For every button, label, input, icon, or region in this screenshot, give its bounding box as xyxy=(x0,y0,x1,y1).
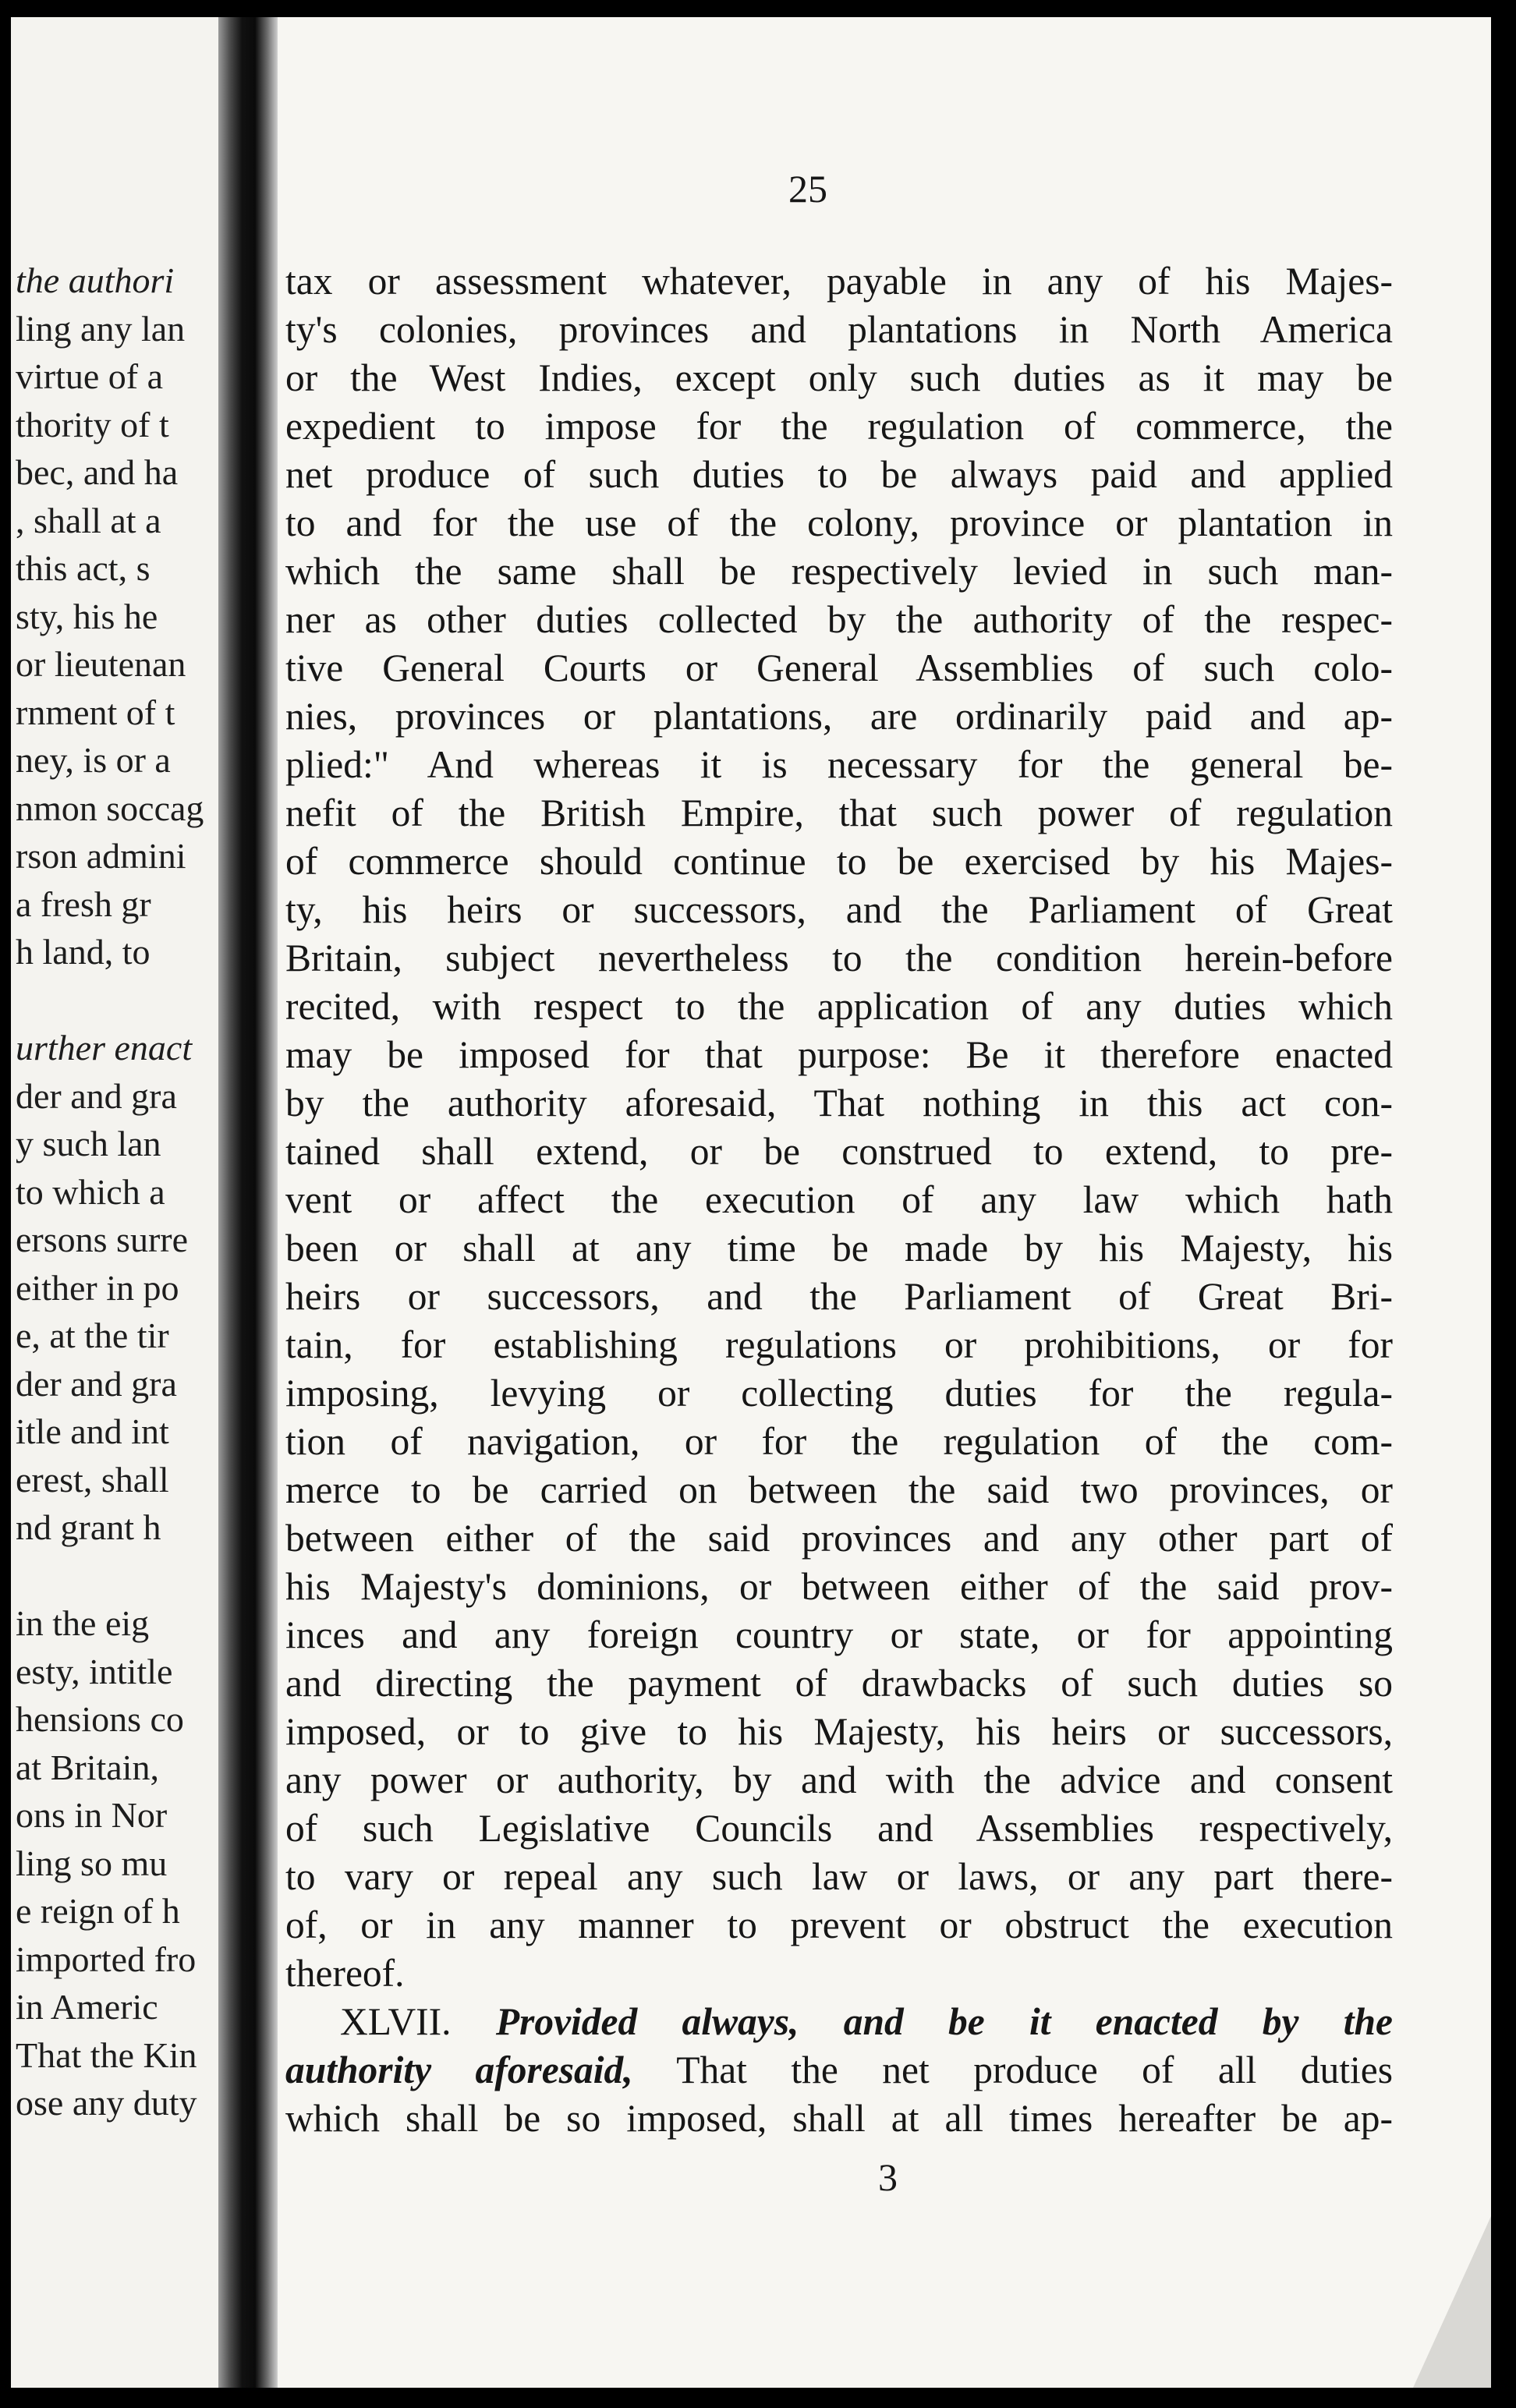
text-line: Britain, subject nevertheless to the condition herein-before xyxy=(285,937,1393,979)
text-line: of, or in any manner to prevent or obstruct the execution xyxy=(285,1903,1393,1946)
text-line: recited, with respect to the application of any duties which xyxy=(285,985,1393,1028)
scan-border-left xyxy=(0,0,11,2408)
left-page-line: e, at the tir xyxy=(16,1316,169,1355)
text-line: ty, his heirs or successors, and the Parliament of Great xyxy=(285,888,1393,931)
text-line: expedient to impose for the regulation of commerce, the xyxy=(285,405,1393,448)
text-line: been or shall at any time be made by his Majesty, his xyxy=(285,1227,1393,1270)
text-line: tax or assessment whatever, payable in any of his Majes- xyxy=(285,260,1393,303)
left-page-line: either in po xyxy=(16,1267,179,1308)
section-line-rest: That the net produce of all duties xyxy=(676,2049,1393,2091)
text-line: to and for the use of the colony, province or plantation in xyxy=(285,501,1393,544)
text-line: imposing, levying or collecting duties for the regula- xyxy=(285,1372,1393,1415)
left-page-line: That the Kin xyxy=(16,2034,197,2075)
text-line: which the same shall be respectively levied in such man- xyxy=(285,550,1393,593)
left-page-line: ling any lan xyxy=(16,308,186,349)
left-page-line: itle and int xyxy=(16,1411,169,1451)
text-line: heirs or successors, and the Parliament of Great Bri- xyxy=(285,1275,1393,1318)
text-line: inces and any foreign country or state, or for appointing xyxy=(285,1613,1393,1656)
text-line: tion of navigation, or for the regulation of the com- xyxy=(285,1420,1393,1463)
left-page-line: a fresh gr xyxy=(16,884,151,924)
left-page-line: y such lan xyxy=(16,1124,161,1163)
section-line xyxy=(285,2046,1393,2095)
left-page-line: nmon soccag xyxy=(16,788,204,828)
text-line: may be imposed for that purpose: Be it therefore enacted xyxy=(285,1033,1393,1076)
text-line: nefit of the British Empire, that such power of regulation xyxy=(285,791,1393,834)
left-page-line: virtue of a xyxy=(16,356,164,396)
scan-border-top xyxy=(0,0,1516,17)
left-page-line: to which a xyxy=(16,1171,165,1212)
left-page-line: in the eig xyxy=(16,1603,150,1643)
left-page-line: esty, intitle xyxy=(16,1651,173,1691)
left-page-line: der and gra xyxy=(16,1075,177,1116)
text-line: ner as other duties collected by the authority of the respec- xyxy=(285,598,1393,641)
left-page-line: or lieutenan xyxy=(16,644,186,684)
text-line: his Majesty's dominions, or between either of the said prov- xyxy=(285,1565,1393,1608)
left-page-line: hensions co xyxy=(16,1699,184,1739)
text-line: thereof. xyxy=(285,1952,405,1995)
text-line: or the West Indies, except only such duties as it may be xyxy=(285,356,1393,399)
left-page-line: h land, to xyxy=(16,932,151,972)
left-page-line: rnment of t xyxy=(16,692,175,732)
text-line: between either of the said provinces and any other part of xyxy=(285,1517,1393,1560)
text-line: by the authority aforesaid, That nothing in this act con- xyxy=(285,1082,1393,1124)
left-page-line: sty, his he xyxy=(16,596,158,636)
left-page-line: thority of t xyxy=(16,404,169,444)
section-numeral: XLVII. xyxy=(340,2000,452,2043)
text-line: merce to be carried on between the said two provinces, or xyxy=(285,1468,1393,1511)
left-page-line: urther enact xyxy=(16,1028,193,1068)
left-page-line: , shall at a xyxy=(16,500,161,540)
left-page-line: bec, and ha xyxy=(16,452,179,492)
left-page-line: e reign of h xyxy=(16,1891,180,1931)
page-number: 25 xyxy=(788,167,827,211)
text-line: to vary or repeal any such law or laws, or any part there- xyxy=(285,1855,1393,1898)
text-line: tain, for establishing regulations or prohibitions, or for xyxy=(285,1323,1393,1366)
left-page-line: ney, is or a xyxy=(16,740,171,780)
left-page-line: ling so mu xyxy=(16,1843,168,1883)
left-page-line: imported fro xyxy=(16,1939,197,1979)
page-corner-fold xyxy=(1413,2216,1491,2388)
section-heading-line xyxy=(285,1998,1393,2046)
scan-border-bottom xyxy=(0,2388,1516,2408)
scan-border-right xyxy=(1491,0,1516,2408)
section-italic-lead: Provided always, and be it enacted by the xyxy=(495,2000,1393,2043)
text-line: of such Legislative Councils and Assemblies respectively, xyxy=(285,1807,1393,1850)
text-line: net produce of such duties to be always paid and applied xyxy=(285,453,1393,496)
section-line: which shall be so imposed, shall at all times hereafter be ap- xyxy=(285,2097,1393,2140)
text-line: vent or affect the execution of any law which hath xyxy=(285,1178,1393,1221)
left-page-line: ersons surre xyxy=(16,1220,188,1259)
left-page-line: erest, shall xyxy=(16,1459,169,1500)
book-gutter xyxy=(218,17,278,2388)
left-page-line: in Americ xyxy=(16,1987,158,2027)
text-line: of commerce should continue to be exercised by his Majes- xyxy=(285,840,1393,883)
text-line: nies, provinces or plantations, are ordinarily paid and ap- xyxy=(285,695,1393,738)
left-facing-page xyxy=(11,17,218,2388)
signature-mark: 3 xyxy=(878,2155,898,2199)
left-page-line: der and gra xyxy=(16,1363,177,1404)
page-body-text xyxy=(278,257,1491,2143)
text-line: ty's colonies, provinces and plantations in North America xyxy=(285,308,1393,351)
left-page-line: nd grant h xyxy=(16,1507,161,1547)
left-page-line: ose any duty xyxy=(16,2083,197,2123)
text-line: tive General Courts or General Assemblies of such colo- xyxy=(285,646,1393,689)
left-page-line: at Britain, xyxy=(16,1747,159,1787)
text-line: and directing the payment of drawbacks of such duties so xyxy=(285,1662,1393,1705)
text-line: any power or authority, by and with the advice and consent xyxy=(285,1758,1393,1801)
left-page-line: the authori xyxy=(16,260,175,300)
left-page-line: rson admini xyxy=(16,836,186,876)
right-page xyxy=(278,17,1491,2388)
text-line: imposed, or to give to his Majesty, his heirs or successors, xyxy=(285,1710,1393,1753)
text-line: tained shall extend, or be construed to extend, to pre- xyxy=(285,1130,1393,1173)
section-italic-lead-2: authority aforesaid, xyxy=(285,2049,633,2091)
left-page-line: this act, s xyxy=(16,548,151,588)
text-line: plied:" And whereas it is necessary for the general be- xyxy=(285,743,1393,786)
left-page-line: ons in Nor xyxy=(16,1795,168,1835)
